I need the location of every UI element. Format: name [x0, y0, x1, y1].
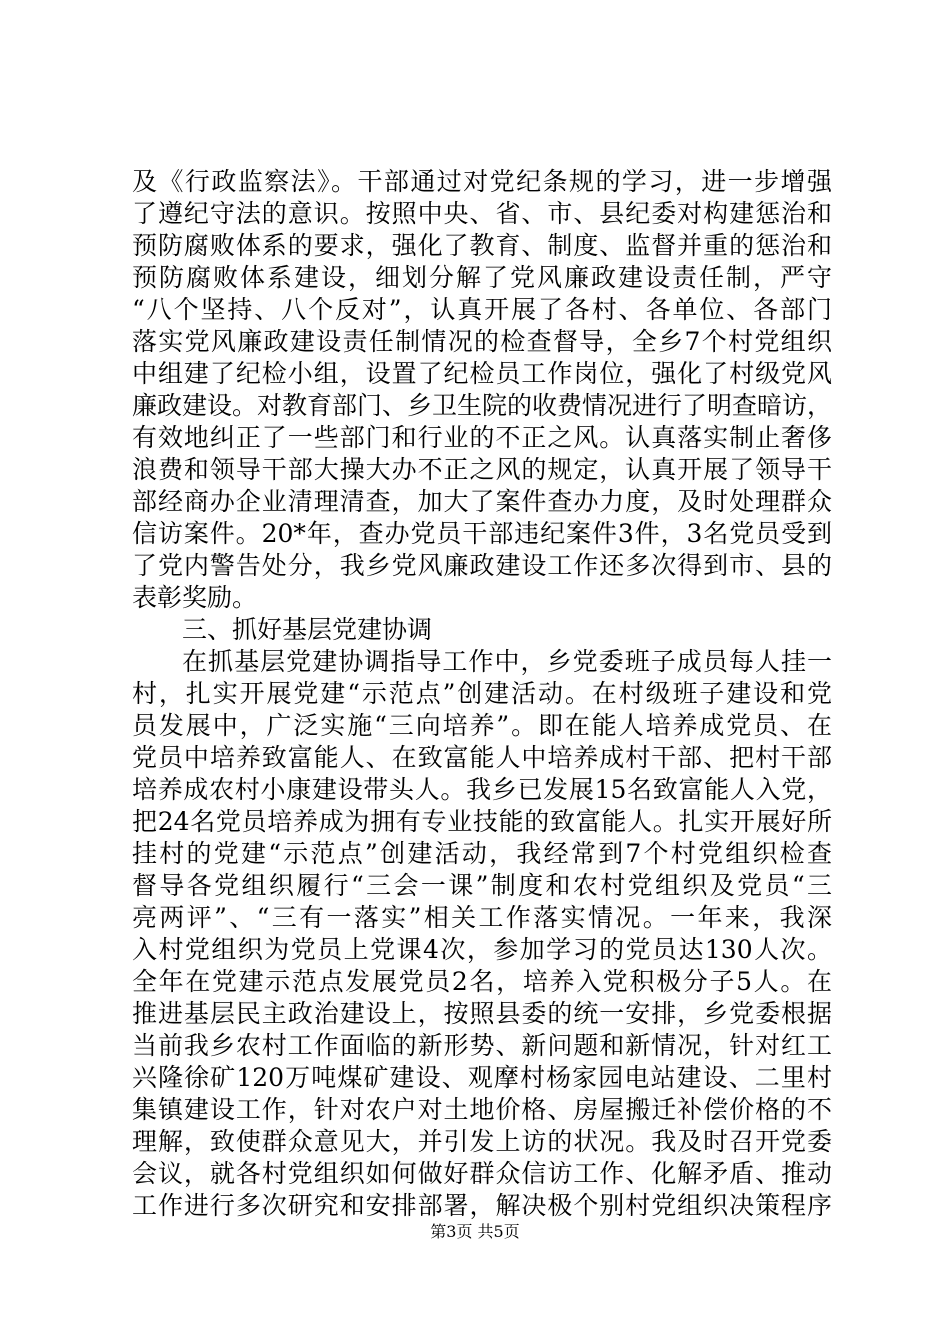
text-line: 入村党组织为党员上党课4次，参加学习的党员达130人次。	[132, 935, 832, 964]
text-line: 会议，就各村党组织如何做好群众信访工作、化解矛盾、推动	[132, 1159, 832, 1188]
text-line: 及《行政监察法》。干部通过对党纪条规的学习，进一步增强	[132, 167, 832, 196]
text-line: 挂村的党建“示范点”创建活动，我经常到7个村党组织检查	[132, 839, 832, 868]
page-number-footer: 第3页 共5页	[430, 1222, 520, 1241]
text-line: 集镇建设工作，针对农户对土地价格、房屋搬迁补偿价格的不	[132, 1095, 832, 1124]
text-line: 部经商办企业清理清查，加大了案件查办力度，及时处理群众	[132, 487, 832, 516]
text-line: 浪费和领导干部大操大办不正之风的规定，认真开展了领导干	[132, 455, 832, 484]
text-line: 当前我乡农村工作面临的新形势、新问题和新情况，针对红工	[132, 1031, 832, 1060]
text-line: “八个坚持、八个反对”，认真开展了各村、各单位、各部门	[132, 295, 832, 324]
text-line: 培养成农村小康建设带头人。我乡已发展15名致富能人入党，	[132, 775, 832, 804]
text-line: 有效地纠正了一些部门和行业的不正之风。认真落实制止奢侈	[132, 423, 832, 452]
text-line: 了党内警告处分，我乡党风廉政建设工作还多次得到市、县的	[132, 551, 832, 580]
document-body	[132, 166, 832, 1222]
text-line: 村，扎实开展党建“示范点”创建活动。在村级班子建设和党	[132, 679, 832, 708]
text-line: 在抓基层党建协调指导工作中，乡党委班子成员每人挂一	[182, 647, 832, 676]
text-line: 预防腐败体系建设，细划分解了党风廉政建设责任制，严守	[132, 263, 832, 292]
text-line: 理解，致使群众意见大，并引发上访的状况。我及时召开党委	[132, 1127, 832, 1156]
text-line: 亮两评”、“三有一落实”相关工作落实情况。一年来，我深	[132, 903, 832, 932]
text-line: 兴隆徐矿120万吨煤矿建设、观摩村杨家园电站建设、二里村	[132, 1063, 832, 1092]
section-heading: 三、抓好基层党建协调	[182, 615, 433, 644]
text-line: 落实党风廉政建设责任制情况的检查督导，全乡7个村党组织	[132, 327, 832, 356]
text-line: 工作进行多次研究和安排部署，解决极个别村党组织决策程序	[132, 1191, 832, 1220]
text-line: 表彰奖励。	[132, 583, 258, 612]
text-line: 督导各党组织履行“三会一课”制度和农村党组织及党员“三	[132, 871, 832, 900]
text-line: 廉政建设。对教育部门、乡卫生院的收费情况进行了明查暗访，	[132, 391, 833, 420]
text-line: 全年在党建示范点发展党员2名，培养入党积极分子5人。在	[132, 967, 832, 996]
text-line: 了遵纪守法的意识。按照中央、省、市、县纪委对构建惩治和	[132, 199, 832, 228]
text-line: 信访案件。20*年，查办党员干部违纪案件3件，3名党员受到	[132, 519, 832, 548]
text-line: 党员中培养致富能人、在致富能人中培养成村干部、把村干部	[132, 743, 832, 772]
text-line: 把24名党员培养成为拥有专业技能的致富能人。扎实开展好所	[132, 807, 832, 836]
text-line: 预防腐败体系的要求，强化了教育、制度、监督并重的惩治和	[132, 231, 832, 260]
text-line: 推进基层民主政治建设上，按照县委的统一安排，乡党委根据	[132, 999, 832, 1028]
text-line: 中组建了纪检小组，设置了纪检员工作岗位，强化了村级党风	[132, 359, 832, 388]
text-line: 员发展中，广泛实施“三向培养”。即在能人培养成党员、在	[132, 711, 832, 740]
